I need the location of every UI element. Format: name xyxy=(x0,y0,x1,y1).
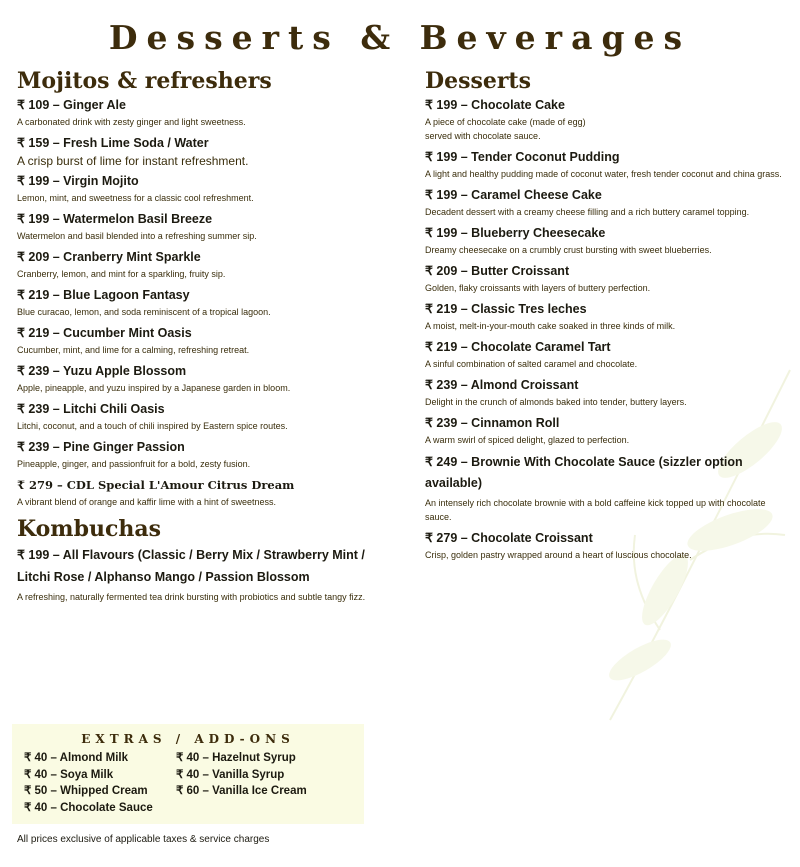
extra-item: ₹ 60 – Vanilla Ice Cream xyxy=(176,785,307,797)
item-name: ₹ 219 – Chocolate Caramel Tart xyxy=(425,340,611,354)
menu-item xyxy=(17,172,392,205)
menu-item xyxy=(17,96,392,129)
menu-item xyxy=(425,148,787,181)
item-name: ₹ 239 – Pine Ginger Passion xyxy=(17,440,185,454)
page-title: Desserts & Beverages xyxy=(108,18,692,57)
menu-item xyxy=(425,186,787,219)
item-description: Watermelon and basil blended into a refreshing summer sip. xyxy=(17,231,257,241)
item-name: ₹ 199 – All Flavours (Classic / Berry Mix / Strawberry Mint / Litchi Rose / Alphanso Mango / Passion Blossom xyxy=(17,548,365,584)
item-description: An intensely rich chocolate brownie with a bold caffeine kick topped up with chocolate sauce. xyxy=(425,498,766,522)
menu-item xyxy=(425,224,787,257)
extras-panel xyxy=(12,724,364,824)
menu-item xyxy=(17,544,392,604)
item-description: Blue curacao, lemon, and soda reminiscent of a tropical lagoon. xyxy=(17,307,271,317)
menu-item xyxy=(17,476,392,509)
menu-item xyxy=(17,362,392,395)
item-description: Lemon, mint, and sweetness for a classic cool refreshment. xyxy=(17,193,254,203)
right-column xyxy=(425,66,787,567)
item-name: ₹ 219 – Blue Lagoon Fantasy xyxy=(17,288,190,302)
menu-item xyxy=(425,338,787,371)
item-name: ₹ 239 – Cinnamon Roll xyxy=(425,416,560,430)
section-title-desserts: Desserts xyxy=(425,68,531,94)
item-description: Cucumber, mint, and lime for a calming, refreshing retreat. xyxy=(17,345,250,355)
item-name: ₹ 209 – Cranberry Mint Sparkle xyxy=(17,250,201,264)
tax-footnote: All prices exclusive of applicable taxes & service charges xyxy=(17,834,270,845)
item-description: Pineapple, ginger, and passionfruit for a bold, zesty fusion. xyxy=(17,459,251,469)
item-name: ₹ 279 – Chocolate Croissant xyxy=(425,531,593,545)
menu-item xyxy=(17,286,392,319)
menu-item xyxy=(17,134,392,170)
item-description: Cranberry, lemon, and mint for a sparkling, fruity sip. xyxy=(17,269,226,279)
item-name: ₹ 199 – Virgin Mojito xyxy=(17,174,139,188)
item-description: Decadent dessert with a creamy cheese filling and a rich buttery caramel topping. xyxy=(425,207,750,217)
menu-item xyxy=(425,96,787,143)
item-description: Litchi, coconut, and a touch of chili inspired by Eastern spice routes. xyxy=(17,421,288,431)
menu-item xyxy=(17,210,392,243)
section-title-mojitos: Mojitos & refreshers xyxy=(17,68,272,94)
item-name: ₹ 239 – Litchi Chili Oasis xyxy=(17,402,165,416)
item-name: ₹ 239 – Yuzu Apple Blossom xyxy=(17,364,187,378)
left-column xyxy=(17,66,392,609)
extras-right-list xyxy=(176,750,356,816)
item-name: ₹ 219 – Classic Tres leches xyxy=(425,302,587,316)
extras-title: EXTRAS / ADD-ONS xyxy=(81,732,295,746)
item-name: ₹ 199 – Chocolate Cake xyxy=(425,98,565,112)
item-description: A sinful combination of salted caramel and chocolate. xyxy=(425,359,638,369)
item-description: A carbonated drink with zesty ginger and light sweetness. xyxy=(17,117,246,127)
item-description: A vibrant blend of orange and kaffir lime with a hint of sweetness. xyxy=(17,497,276,507)
extras-left-list xyxy=(24,750,176,816)
menu-item xyxy=(425,376,787,409)
item-description: A refreshing, naturally fermented tea drink bursting with probiotics and subtle tangy fizz. xyxy=(17,592,366,602)
item-description: Crisp, golden pastry wrapped around a heart of luscious chocolate. xyxy=(425,550,692,560)
extra-item: ₹ 40 – Almond Milk xyxy=(24,752,129,764)
item-description: Apple, pineapple, and yuzu inspired by a Japanese garden in bloom. xyxy=(17,383,291,393)
item-name: ₹ 109 – Ginger Ale xyxy=(17,98,126,112)
item-name: ₹ 199 – Blueberry Cheesecake xyxy=(425,226,606,240)
menu-item xyxy=(425,300,787,333)
item-description: Golden, flaky croissants with layers of buttery perfection. xyxy=(425,283,651,293)
item-name: ₹ 209 – Butter Croissant xyxy=(425,264,570,278)
item-name: ₹ 159 – Fresh Lime Soda / Water xyxy=(17,136,209,150)
extra-item: ₹ 40 – Soya Milk xyxy=(24,768,114,781)
extra-item: ₹ 40 – Hazelnut Syrup xyxy=(176,752,296,764)
extra-item: ₹ 40 – Vanilla Syrup xyxy=(176,768,285,781)
menu-item xyxy=(17,400,392,433)
extras-grid xyxy=(24,750,364,816)
menu-item xyxy=(17,438,392,471)
menu-item xyxy=(17,248,392,281)
item-name: ₹ 219 – Cucumber Mint Oasis xyxy=(17,326,192,340)
item-description: A light and healthy pudding made of coconut water, fresh tender coconut and china grass. xyxy=(425,169,782,179)
item-name: ₹ 199 – Tender Coconut Pudding xyxy=(425,150,620,164)
item-name: ₹ 249 – Brownie With Chocolate Sauce (sizzler option available) xyxy=(425,455,743,490)
menu-item xyxy=(425,529,787,562)
item-description: A crisp burst of lime for instant refreshment. xyxy=(17,154,249,168)
item-name: ₹ 239 – Almond Croissant xyxy=(425,378,579,392)
extra-item: ₹ 40 – Chocolate Sauce xyxy=(24,801,153,814)
item-description: A piece of chocolate cake (made of egg) served with chocolate sauce. xyxy=(425,117,586,141)
menu-item xyxy=(17,324,392,357)
menu-item xyxy=(425,414,787,447)
item-name: ₹ 199 – Watermelon Basil Breeze xyxy=(17,212,213,226)
item-description: Delight in the crunch of almonds baked into tender, buttery layers. xyxy=(425,397,687,407)
item-name: ₹ 279 – CDL Special L'Amour Citrus Dream xyxy=(17,478,295,492)
extra-item: ₹ 50 – Whipped Cream xyxy=(24,785,148,797)
menu-item xyxy=(425,452,787,524)
item-description: A warm swirl of spiced delight, glazed to perfection. xyxy=(425,435,630,445)
item-description: Dreamy cheesecake on a crumbly crust bursting with sweet blueberries. xyxy=(425,245,712,255)
item-description: A moist, melt-in-your-mouth cake soaked in three kinds of milk. xyxy=(425,321,676,331)
item-name: ₹ 199 – Caramel Cheese Cake xyxy=(425,188,602,202)
section-title-kombuchas: Kombuchas xyxy=(17,516,161,542)
menu-item xyxy=(425,262,787,295)
